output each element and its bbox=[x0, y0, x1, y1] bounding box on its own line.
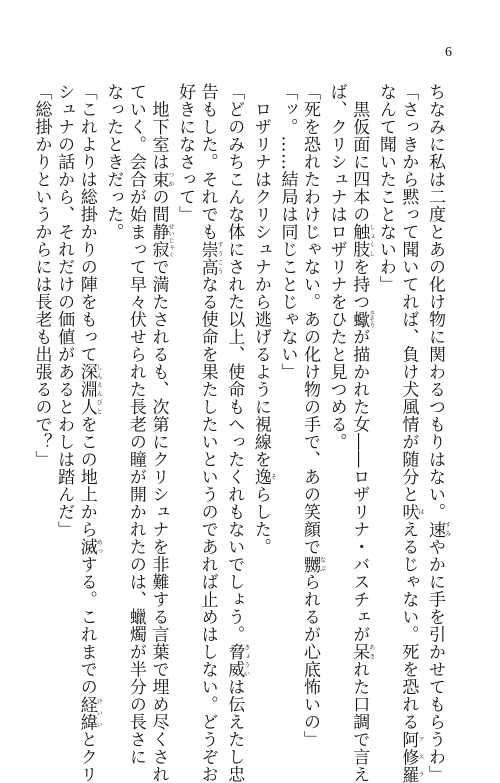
furigana: すみ bbox=[444, 521, 451, 539]
ruby-base: 深淵人 bbox=[77, 363, 97, 416]
text-line bbox=[223, 83, 250, 657]
ruby-base: 嬲 bbox=[300, 556, 320, 574]
text-segment: やかに手を引かせてもらうわ」 bbox=[425, 538, 445, 783]
text-segment: 「さっきから黙って聞いてれば、負け犬風情が随分と bbox=[398, 83, 418, 503]
furigana: さそり bbox=[368, 310, 375, 328]
text-line bbox=[173, 83, 196, 657]
text-segment: を持つ bbox=[349, 258, 369, 311]
text-segment: 「死を恐れたわけじゃない。あの化け物の手で、あの笑顔で bbox=[300, 83, 320, 556]
furigana: せいじゃく bbox=[167, 223, 174, 258]
text-segment: は伝えたし忠 bbox=[224, 678, 244, 783]
furigana: ほ bbox=[417, 503, 424, 521]
ruby-base: 阿修羅 bbox=[398, 731, 418, 783]
text-segment: で満たされるも、次第にクリシュナを非難する言葉で埋め尽くされ bbox=[148, 258, 168, 783]
text-segment: とクリ bbox=[77, 731, 97, 783]
text-segment: 地下室は bbox=[148, 83, 168, 171]
ruby-base: 呆 bbox=[349, 643, 369, 661]
ruby-base: 蠍 bbox=[349, 310, 369, 328]
text-segment: えるじゃない。死を恐れる bbox=[398, 521, 418, 731]
ruby-base: 静寂 bbox=[148, 223, 168, 258]
furigana: そ bbox=[269, 468, 276, 486]
ruby-base: 束 bbox=[148, 171, 168, 189]
text-line bbox=[124, 83, 147, 657]
ruby-word bbox=[349, 311, 369, 329]
ruby-word bbox=[300, 556, 320, 574]
text-segment: らした。 bbox=[251, 486, 271, 556]
ruby-word bbox=[425, 521, 445, 539]
furigana: すうこう bbox=[216, 241, 223, 276]
text-segment: 告もした。それでも bbox=[198, 83, 218, 241]
text-line bbox=[276, 83, 299, 657]
ruby-word bbox=[398, 503, 418, 521]
text-segment: シュナの話から、それだけの価値があるとわしは踏んだ」 bbox=[54, 83, 74, 538]
furigana: しょくし bbox=[368, 223, 375, 258]
text-segment: 好きになさって」 bbox=[175, 83, 195, 223]
ruby-word bbox=[251, 468, 271, 486]
ruby-word bbox=[398, 731, 418, 783]
text-line bbox=[374, 83, 397, 657]
ruby-base: 触肢 bbox=[349, 223, 369, 258]
furigana: あき bbox=[368, 643, 375, 661]
ruby-base: 崇高 bbox=[198, 241, 218, 276]
ruby-word bbox=[148, 223, 168, 258]
text-segment: 「総掛かりというからには長老も出張るので？」 bbox=[32, 83, 52, 468]
text-line bbox=[53, 83, 76, 657]
text-segment: ロザリナはクリシュナから逃げるように視線を bbox=[251, 83, 271, 468]
text-line bbox=[348, 83, 375, 657]
furigana: けいい bbox=[95, 696, 102, 731]
ruby-base: 経緯 bbox=[77, 696, 97, 731]
furigana: なぶ bbox=[319, 556, 326, 574]
text-segment: ちなみに私は二度とあの化け物に関わるつもりはない。 bbox=[425, 83, 445, 521]
ruby-word bbox=[349, 643, 369, 661]
text-segment: 黒仮面に四本の bbox=[349, 83, 369, 223]
text-line bbox=[397, 83, 424, 657]
text-line bbox=[249, 83, 276, 657]
text-segment: 「これよりは総掛かりの陣をもって bbox=[77, 83, 97, 363]
ruby-base: 滅 bbox=[77, 538, 97, 556]
text-segment: られるが心底怖いの」 bbox=[300, 573, 320, 748]
text-segment: が描かれた女――ロザリナ・バスチェが bbox=[349, 328, 369, 643]
ruby-base: 速 bbox=[425, 521, 445, 539]
text-line bbox=[147, 83, 174, 657]
ruby-base: 吠 bbox=[398, 503, 418, 521]
furigana: アスラ bbox=[417, 731, 424, 783]
ruby-word bbox=[349, 223, 369, 258]
ruby-word bbox=[77, 696, 97, 731]
text-segment: ていく。会合が始まって早々伏せられた長老の瞳が開かれたのは、蠟燭が半分の長さに bbox=[126, 83, 146, 766]
furigana: きょうい bbox=[243, 643, 250, 678]
text-segment: なんて聞いたことないわ」 bbox=[376, 83, 396, 293]
text-segment: 「どのみちこんな体にされた以上、使命もへったくれもないでしょう。 bbox=[224, 83, 244, 643]
ruby-word bbox=[224, 643, 244, 678]
text-line bbox=[298, 83, 325, 657]
ruby-word bbox=[77, 538, 97, 556]
ruby-base: 脅威 bbox=[224, 643, 244, 678]
furigana: めっ bbox=[95, 538, 102, 556]
page-number: 6 bbox=[445, 46, 452, 60]
text-line bbox=[423, 83, 450, 657]
text-segment: の間 bbox=[148, 188, 168, 223]
furigana: しんえんびと bbox=[95, 363, 102, 416]
text-segment: なる使命を果たしたいというのであれば止めはしない。どうぞお bbox=[198, 276, 218, 783]
ruby-base: 逸 bbox=[251, 468, 271, 486]
text-segment: なったときだった。 bbox=[103, 83, 123, 241]
text-segment: する。これまでの bbox=[77, 556, 97, 696]
text-segment: をこの地上から bbox=[77, 416, 97, 539]
vertical-text-body bbox=[66, 83, 450, 657]
text-segment: ば、クリシュナはロザリナをひたと見つめる。 bbox=[327, 83, 347, 451]
text-line bbox=[75, 83, 102, 657]
text-segment: れた口調で言え bbox=[349, 661, 369, 783]
text-line bbox=[102, 83, 125, 657]
ruby-word bbox=[198, 241, 218, 276]
ruby-word bbox=[148, 171, 168, 189]
ruby-word bbox=[77, 363, 97, 416]
furigana: つか bbox=[167, 171, 174, 189]
text-line bbox=[30, 83, 53, 657]
text-line bbox=[325, 83, 348, 657]
text-line bbox=[196, 83, 223, 657]
text-segment: 「ッ。……結局は同じことじゃない」 bbox=[277, 83, 297, 381]
